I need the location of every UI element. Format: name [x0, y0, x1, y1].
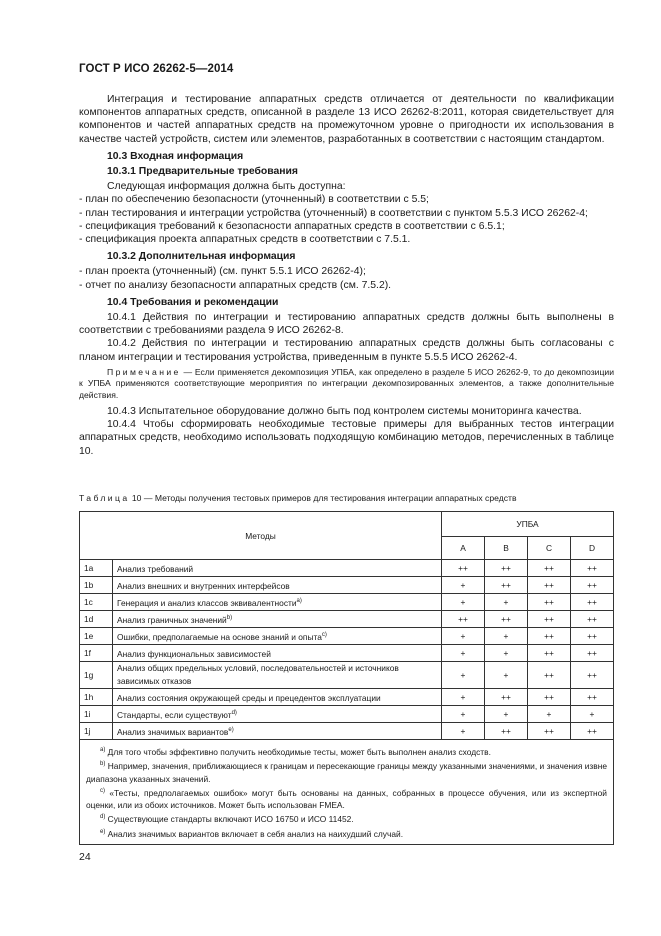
table-row — [80, 628, 614, 645]
table-caption-label: Таблица — [79, 493, 130, 503]
method-name: Ошибки, предполагаемые на основе знаний и опыта$^{c)}$ — [113, 628, 442, 645]
grade-value: ++ — [485, 611, 528, 628]
grade-value: + — [528, 706, 571, 723]
method-code: 1g — [80, 662, 113, 689]
grade-value: ++ — [528, 645, 571, 662]
table-row — [80, 560, 614, 577]
grade-value: + — [571, 706, 614, 723]
grade-value: ++ — [571, 645, 614, 662]
table-row — [80, 662, 614, 689]
grade-value: + — [442, 689, 485, 706]
table-row — [80, 577, 614, 594]
table-caption — [79, 493, 517, 503]
grade-value: ++ — [485, 723, 528, 740]
grade-value: ++ — [528, 723, 571, 740]
grade-value: ++ — [528, 611, 571, 628]
method-code: 1i — [80, 706, 113, 723]
method-name: Анализ общих предельных условий, последовательностей и источников зависимых отказов — [113, 662, 442, 689]
footnote-e: $^{e)}$ Анализ значимых вариантов включает в себя анализ на наихудший случай. — [100, 828, 404, 839]
asil-column-header: УПБА — [442, 512, 614, 537]
grade-value: ++ — [485, 577, 528, 594]
grade-value: + — [442, 628, 485, 645]
grade-value: ++ — [485, 689, 528, 706]
method-name: Анализ состояния окружающей среды и прецедентов эксплуатации — [113, 689, 442, 706]
section-10-3-2-heading: 10.3.2 Дополнительная информация — [107, 251, 296, 263]
method-code: 1e — [80, 628, 113, 645]
grade-value: ++ — [571, 628, 614, 645]
method-name: Анализ внешних и внутренних интерфейсов — [113, 577, 442, 594]
requirement-10-4-4: 10.4.4 Чтобы сформировать необходимые тестовые примеры для выбранных тестов интеграции аппаратных средств, необходимо использовать подходящую комбинацию методов, перечисленных в таблице 10. — [79, 419, 614, 457]
grade-value: ++ — [571, 689, 614, 706]
grade-value: ++ — [571, 723, 614, 740]
methods-table — [79, 511, 614, 845]
grade-value: ++ — [528, 560, 571, 577]
grade-value: ++ — [528, 594, 571, 611]
grade-value: + — [442, 594, 485, 611]
grade-value: ++ — [528, 689, 571, 706]
page-number: 24 — [79, 851, 91, 863]
grade-value: ++ — [571, 594, 614, 611]
footnote-a: $^{a)}$ Для того чтобы эффективно получить необходимые тесты, может быть выполнен анализ сходств. — [100, 747, 491, 757]
grade-value: ++ — [571, 560, 614, 577]
method-name: Анализ граничных значений$^{b)}$ — [113, 611, 442, 628]
prerequisite-item: - спецификация проекта аппаратных средств в соответствии с 7.5.1. — [79, 234, 411, 246]
method-code: 1d — [80, 611, 113, 628]
document-header: ГОСТ Р ИСО 26262-5—2014 — [79, 63, 234, 75]
method-name: Генерация и анализ классов эквивалентности$^{a)}$ — [113, 594, 442, 611]
grade-value: + — [485, 645, 528, 662]
grade-value: + — [442, 723, 485, 740]
method-name: Стандарты, если существуют$^{d)}$ — [113, 706, 442, 723]
grade-value: ++ — [528, 577, 571, 594]
grade-value: + — [442, 662, 485, 689]
grade-value: ++ — [571, 611, 614, 628]
grade-value: ++ — [528, 628, 571, 645]
note-paragraph — [79, 367, 614, 401]
method-code: 1c — [80, 594, 113, 611]
method-code: 1a — [80, 560, 113, 577]
grade-value: ++ — [442, 611, 485, 628]
grade-value: ++ — [571, 577, 614, 594]
table-row — [80, 706, 614, 723]
grade-value: + — [442, 577, 485, 594]
prerequisite-item: - спецификация требований к безопасности аппаратных средств в соответствии с 6.5.1; — [79, 220, 505, 232]
method-name: Анализ функциональных зависимостей — [113, 645, 442, 662]
table-row — [80, 723, 614, 740]
requirement-10-4-2: 10.4.2 Действия по интеграции и тестированию аппаратных средств должны быть согласованы с планом интеграции и тестирования устройства, приведенным в пункте 5.5.5 ИСО 26262-4. — [79, 338, 614, 363]
grade-value: + — [442, 706, 485, 723]
table-row — [80, 594, 614, 611]
grade-value: ++ — [442, 560, 485, 577]
grade-header-a: A — [442, 537, 485, 560]
intro-paragraph: Интеграция и тестирование аппаратных средств отличается от деятельности по квалификации компонентов аппаратных средств, описанной в разделе 13 ИСО 26262-8:2011, которая свидетельствует для компонентов и частей аппаратных средств на промежуточном уровне о пригодности их использования в качестве частей устройств, систем или элементов, разработанных в соответствии с настоящим стандартом. — [79, 94, 614, 145]
footnote-d: $^{d)}$ Существующие стандарты включают ИСО 16750 и ИСО 11452. — [100, 814, 354, 825]
grade-value: + — [485, 706, 528, 723]
grade-value: ++ — [485, 560, 528, 577]
method-code: 1j — [80, 723, 113, 740]
method-name: Анализ требований — [113, 560, 442, 577]
method-name: Анализ значимых вариантов$^{e)}$ — [113, 723, 442, 740]
grade-header-b: B — [485, 537, 528, 560]
table-row — [80, 611, 614, 628]
prerequisite-item: - план по обеспечению безопасности (уточненный) в соответствии с 5.5; — [79, 194, 429, 206]
method-code: 1b — [80, 577, 113, 594]
methods-table-body — [80, 560, 614, 740]
section-10-3-1-heading: 10.3.1 Предварительные требования — [107, 166, 298, 178]
method-code: 1f — [80, 645, 113, 662]
table-caption-text: 10 — Методы получения тестовых примеров для тестирования интеграции аппаратных средств — [129, 493, 517, 503]
requirement-10-4-1: 10.4.1 Действия по интеграции и тестированию аппаратных средств должны быть выполнены в соответствии с требованиями раздела 9 ИСО 26262-8. — [79, 312, 614, 337]
grade-header-c: C — [528, 537, 571, 560]
grade-value: + — [485, 662, 528, 689]
prerequisites-lead: Следующая информация должна быть доступна: — [107, 181, 346, 193]
grade-value: + — [485, 594, 528, 611]
requirement-10-4-3: 10.4.3 Испытательное оборудование должно быть под контролем системы мониторинга качества. — [107, 406, 582, 418]
section-10-4-heading: 10.4 Требования и рекомендации — [107, 296, 279, 308]
grade-header-d: D — [571, 537, 614, 560]
table-footnotes — [80, 740, 614, 845]
note-text: — Если применяется декомпозиция УПБА, как определено в разделе 5 ИСО 26262-9, то до декомпозиции к УПБА применяются соответствующие мероприятия по интеграции декомпозированных элементов, а также дополнительные действия. — [79, 366, 614, 400]
document-body — [79, 93, 614, 458]
footnote-c: $^{c)}$ «Тесты, предполагаемых ошибок» могут быть основаны на данных, собранных в процессе обучения, или из экспертной оценки, или из обоих источников. Может быть использован FMEA. — [86, 787, 607, 811]
note-label: Примечание — [107, 366, 181, 377]
prerequisite-item: - план тестирования и интеграции устройства (уточненный) в соответствии с пунктом 5.5.3 ИСО 26262-4; — [79, 207, 588, 219]
grade-value: + — [485, 628, 528, 645]
grade-value: ++ — [571, 662, 614, 689]
grade-value: + — [442, 645, 485, 662]
table-row — [80, 689, 614, 706]
additional-info-item: - план проекта (уточненный) (см. пункт 5.5.1 ИСО 26262-4); — [79, 266, 366, 278]
table-row — [80, 645, 614, 662]
footnote-b: $^{b)}$ Например, значения, приближающиеся к границам и пересекающие границы между указанными значениями, и значения извне диапазона указанных значений. — [86, 761, 607, 784]
section-10-3-heading: 10.3 Входная информация — [107, 150, 244, 162]
method-code: 1h — [80, 689, 113, 706]
methods-column-header: Методы — [80, 512, 442, 560]
additional-info-item: - отчет по анализу безопасности аппаратных средств (см. 7.5.2). — [79, 279, 392, 291]
grade-value: ++ — [528, 662, 571, 689]
